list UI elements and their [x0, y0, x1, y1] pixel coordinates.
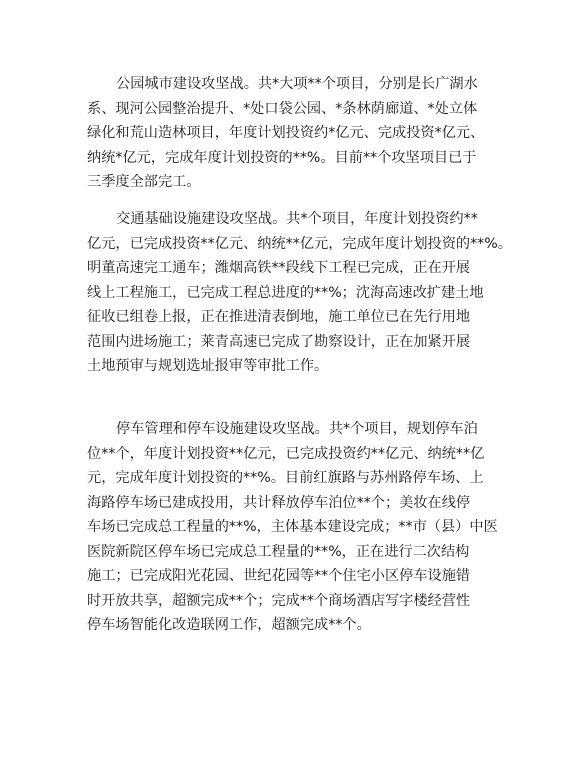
text-line: 停车场智能化改造联网工作，超额完成**个。 [87, 617, 371, 633]
text-line: 公园城市建设攻坚战。共*大项**个项目，分别是长广湖水 [116, 76, 478, 92]
text-line: 医院新院区停车场已完成总工程量的**%，正在进行二次结构 [87, 543, 470, 560]
text-line: 土地预审与规划选址报审等审批工作。 [87, 358, 329, 374]
text-line: 征收已组卷上报，正在推进清表倒地，施工单位已在先行用地 [87, 309, 471, 325]
text-line: 绿化和荒山造林项目，年度计划投资约*亿元、完成投资*亿元、 [87, 125, 485, 141]
paragraph-parking-management [87, 417, 527, 638]
text-line: 亿元，已完成投资**亿元、纳统**亿元，完成年度计划投资的**%。 [87, 235, 512, 252]
text-line: 施工；已完成阳光花园、世纪花园等**个住宅小区停车设施错 [87, 568, 471, 584]
text-line: 海路停车场已建成投用，共计释放停车泊位**个；美妆在线停 [87, 494, 471, 511]
text-line: 纳统*亿元，完成年度计划投资的**%。目前**个攻坚项目已于 [87, 149, 477, 166]
text-line: 明董高速完工通车；潍烟高铁**段线下工程已完成，正在开展 [87, 260, 471, 276]
text-line: 范围内进场施工；莱青高速已完成了勘察设计，正在加紧开展 [87, 333, 471, 350]
paragraph-transport-infrastructure [87, 207, 527, 379]
text-line: 系、现河公园整治提升、*处口袋公园、*条林荫廊道、*处立体 [87, 100, 478, 117]
text-line: 车场已完成总工程量的**%，主体基本建设完成；**市（县）中医 [87, 519, 498, 535]
text-line: 时开放共享，超额完成**个；完成**个商场酒店写字楼经营性 [87, 592, 471, 609]
text-line: 位**个，年度计划投资**亿元，已完成投资约**亿元、纳统**亿 [87, 445, 485, 462]
text-line: 元，完成年度计划投资的**%。目前红旗路与苏州路停车场、上 [87, 470, 484, 486]
text-line: 三季度全部完工。 [87, 174, 201, 190]
paragraph-park-city-construction [87, 72, 527, 195]
text-line: 交通基础设施建设攻坚战。共*个项目，年度计划投资约** [116, 211, 478, 227]
text-line: 停车管理和停车设施建设攻坚战。共*个项目，规划停车泊 [116, 421, 478, 437]
text-line: 线上工程施工，已完成工程总进度的**%；沈海高速改扩建土地 [87, 284, 484, 301]
